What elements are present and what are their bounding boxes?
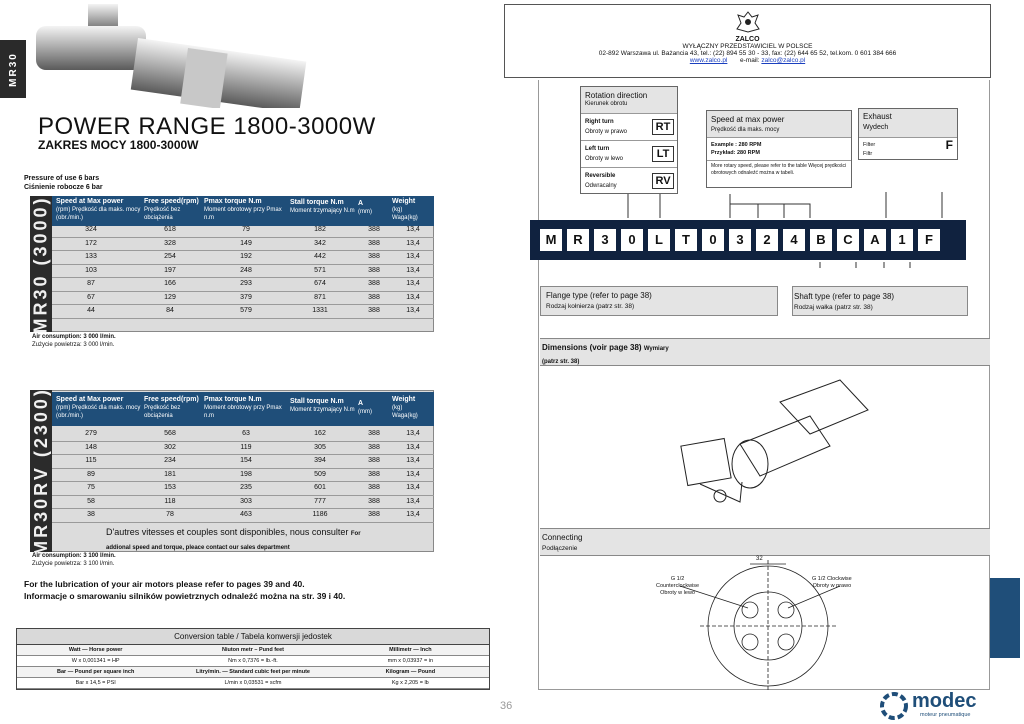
table-cell: 601 bbox=[314, 484, 326, 491]
code-char: 3 bbox=[729, 229, 751, 251]
table-cell: 388 bbox=[368, 307, 380, 314]
motor-photo bbox=[28, 4, 308, 108]
table-cell: 388 bbox=[368, 457, 380, 464]
table-cell: 324 bbox=[85, 226, 97, 233]
table-cell: 13,4 bbox=[406, 239, 420, 247]
table-label: MR30 (3000) bbox=[30, 194, 51, 334]
table-label: MR30RV (2300) bbox=[30, 386, 51, 556]
table-cell: 293 bbox=[240, 280, 252, 287]
shaft-type: Shaft type (refer to page 38) Rodzaj wałka (patrz str. 38) bbox=[792, 286, 968, 316]
table1-rows bbox=[52, 224, 434, 319]
table-cell: 388 bbox=[368, 280, 380, 287]
code-char: L bbox=[648, 229, 670, 251]
distributor-header: ZALCO WYŁĄCZNY PRZEDSTAWICIEL W POLSCE 02-892 Warszawa ul. Bażancia 43, tel.: (22) 894 55 30 - 33, fax: (22) 644 65 52, tel.kom. 0 601 384 666 www.zalco.pl e-mail: zalco@zalco.pl bbox=[504, 4, 991, 78]
table-cell: 13,4 bbox=[406, 457, 420, 464]
table-cell: 1331 bbox=[312, 307, 328, 314]
table-cell: 58 bbox=[87, 497, 95, 505]
table-header: Speed at Max power (rpm) Prędkość dla maks. mocy (obr./min.) Free speed(rpm) Prędkość bez obciążenia Pmax torque N.m Moment obrotowy przy Pmax n.m Stall torque N.m Moment trzymający N.m A (mm) Weight (kg) Waga(kg) bbox=[52, 196, 434, 226]
table-row bbox=[52, 224, 434, 238]
table-cell: 103 bbox=[85, 266, 97, 274]
table-row bbox=[52, 251, 434, 265]
distributor-name: ZALCO bbox=[735, 36, 760, 43]
table-cell: 388 bbox=[368, 430, 380, 437]
table-cell: 388 bbox=[368, 470, 380, 478]
table-cell: 379 bbox=[240, 293, 252, 301]
dimensions-header: Dimensions (voir page 38) Wymiary (patrz str. 38) bbox=[540, 338, 990, 366]
table-cell: 388 bbox=[368, 226, 380, 233]
table-cell: 279 bbox=[85, 430, 97, 437]
table-row bbox=[52, 428, 434, 442]
table-row bbox=[52, 482, 434, 496]
table-cell: 13,4 bbox=[406, 226, 420, 233]
table-cell: 166 bbox=[164, 280, 176, 287]
table-cell: 568 bbox=[164, 430, 176, 437]
table-cell: 234 bbox=[164, 457, 176, 464]
table-cell: 13,4 bbox=[406, 497, 420, 505]
table-cell: 388 bbox=[368, 253, 380, 260]
table-cell: 172 bbox=[85, 239, 97, 247]
table-cell: 87 bbox=[87, 280, 95, 287]
table-cell: 13,4 bbox=[406, 253, 420, 260]
table-cell: 13,4 bbox=[406, 470, 420, 478]
modec-logo-icon bbox=[880, 692, 908, 720]
code-char: F bbox=[918, 229, 940, 251]
table-cell: 388 bbox=[368, 266, 380, 274]
table-cell: 571 bbox=[314, 266, 326, 274]
table-cell: 388 bbox=[368, 239, 380, 247]
table-cell: 388 bbox=[368, 511, 380, 518]
rotation-box: Rotation direction Kierunek obrotu Right turn Obroty w prawo RT Left turn Obroty w lewo LT Reversible Odwracalny RV bbox=[580, 86, 678, 194]
table-cell: 13,4 bbox=[406, 307, 420, 314]
table-row: Bar x 14,5 = PSI L/min x 0,03531 = scfm Kg x 2,205 = lb bbox=[17, 678, 489, 689]
table-cell: 305 bbox=[314, 443, 326, 451]
table-row bbox=[52, 305, 434, 319]
connecting-header: Connecting Podłączenie bbox=[540, 528, 990, 556]
table-row bbox=[52, 278, 434, 292]
code-char: T bbox=[675, 229, 697, 251]
table-cell: 13,4 bbox=[406, 280, 420, 287]
table-row bbox=[52, 442, 434, 456]
table-cell: 78 bbox=[166, 511, 174, 518]
port-left-label: G 1/2 Counterclockwise Obroty w lewo bbox=[656, 576, 700, 596]
code-char: B bbox=[810, 229, 832, 251]
brand-tagline: moteur pneumatique bbox=[920, 712, 971, 718]
air-consumption-1: Air consumption: 3 000 l/min. Zużycie powietrza: 3 000 l/min. bbox=[32, 334, 116, 348]
table-cell: 63 bbox=[242, 430, 250, 437]
table-cell: 13,4 bbox=[406, 511, 420, 518]
table-cell: 44 bbox=[87, 307, 95, 314]
table-cell: 328 bbox=[164, 239, 176, 247]
code-char: C bbox=[837, 229, 859, 251]
table-cell: 181 bbox=[164, 470, 176, 478]
page-title: POWER RANGE 1800-3000W bbox=[38, 113, 376, 140]
table-cell: 388 bbox=[368, 443, 380, 451]
table-row bbox=[52, 509, 434, 523]
motor-drawing bbox=[680, 372, 880, 522]
code-char: A bbox=[864, 229, 886, 251]
table-cell: 38 bbox=[87, 511, 95, 518]
conversion-title: Conversion table / Tabela konwersji jedostek bbox=[17, 629, 489, 645]
speed-box: Speed at max power Prędkość dla maks. mocy Example : 280 RPM Przykład: 280 RPM More rotary speed, please refer to the table Więcej prędkości obrotowych odnaleźć można w tabeli. bbox=[706, 110, 852, 188]
rotation-right: Right turn Obroty w prawo RT bbox=[581, 113, 677, 140]
table-cell: 13,4 bbox=[406, 443, 420, 451]
table-row bbox=[52, 265, 434, 279]
rotation-reversible: Reversible Odwracalny RV bbox=[581, 167, 677, 194]
table-row bbox=[52, 455, 434, 469]
code-char: 0 bbox=[702, 229, 724, 251]
table-cell: 148 bbox=[85, 443, 97, 451]
table-cell: 197 bbox=[164, 266, 176, 274]
table-cell: 248 bbox=[240, 266, 252, 274]
conversion-table bbox=[16, 628, 490, 690]
table-cell: 388 bbox=[368, 293, 380, 301]
table-cell: 303 bbox=[240, 497, 252, 505]
table-cell: 182 bbox=[314, 226, 326, 233]
table-cell: 89 bbox=[87, 470, 95, 478]
code-char: 1 bbox=[891, 229, 913, 251]
dim-32: 32 bbox=[756, 556, 763, 562]
code-char: R bbox=[567, 229, 589, 251]
table-cell: 235 bbox=[240, 484, 252, 491]
table-row bbox=[52, 496, 434, 510]
crest-icon bbox=[734, 11, 762, 33]
table-cell: 129 bbox=[164, 293, 176, 301]
table-cell: 509 bbox=[314, 470, 326, 478]
table-row: W x 0,001341 = HP Nm x 0,7376 = lb.-ft. mm x 0,03937 = in bbox=[17, 656, 489, 667]
table-row: Watt — Horse power Niuton metr – Pund feet Millimetr — Inch bbox=[17, 645, 489, 656]
table-cell: 153 bbox=[164, 484, 176, 491]
pressure-note: Pressure of use 6 bars Ciśnienie robocze 6 bar bbox=[24, 175, 103, 191]
side-tab: MR30 bbox=[0, 40, 26, 98]
table-cell: 13,4 bbox=[406, 484, 420, 491]
table-cell: 192 bbox=[240, 253, 252, 260]
port-right-label: G 1/2 Clockwise Obroty w prawo bbox=[812, 576, 852, 589]
table-cell: 442 bbox=[314, 253, 326, 260]
table-cell: 674 bbox=[314, 280, 326, 287]
table-cell: 388 bbox=[368, 497, 380, 505]
table-row bbox=[52, 469, 434, 483]
table-cell: 342 bbox=[314, 239, 326, 247]
table-cell: 302 bbox=[164, 443, 176, 451]
table-row bbox=[52, 292, 434, 306]
code-char: 4 bbox=[783, 229, 805, 251]
brand-logo bbox=[880, 690, 1020, 722]
table-row: Bar — Pound per square inch Litry/min. — Standard cubic feet per minute Kilogram — Pound bbox=[17, 667, 489, 678]
table2-note: D'autres vitesses et couples sont disponibles, nous consulter For addional speed and torque, pleace contact our sales department bbox=[106, 527, 361, 551]
table-cell: 133 bbox=[85, 253, 97, 260]
table-cell: 618 bbox=[164, 226, 176, 233]
table-cell: 119 bbox=[240, 443, 252, 451]
exhaust-box: Exhaust Wydech Filter Filtr F bbox=[858, 108, 958, 160]
table-cell: 149 bbox=[240, 239, 252, 247]
table-cell: 254 bbox=[164, 253, 176, 260]
website-link[interactable]: www.zalco.pl bbox=[689, 57, 728, 64]
distributor-address: 02-892 Warszawa ul. Bażancia 43, tel.: (22) 894 55 30 - 33, fax: (22) 644 65 52, tel.kom. 0 601 384 666 bbox=[598, 50, 897, 57]
lubrication-note: For the lubrication of your air motors please refer to pages 39 and 40. Informacje o smarowaniu silników powietrznych odnaleźć można na str. 39 i 40. bbox=[24, 579, 346, 601]
table-header: Speed at Max power (rpm) Prędkość dla maks. mocy (obr./min.) Free speed(rpm) Prędkość bez obciążenia Pmax torque N.m Moment obrotowy przy Pmax n.m Stall torque N.m Moment trzymający N.m A (mm) Weight (kg) Waga(kg) bbox=[52, 392, 434, 426]
table-cell: 115 bbox=[85, 457, 97, 464]
table-cell: 463 bbox=[240, 511, 252, 518]
edge-thumbnail bbox=[990, 578, 1020, 658]
page-number: 36 bbox=[500, 700, 513, 712]
table-cell: 777 bbox=[314, 497, 326, 505]
table-cell: 79 bbox=[242, 226, 250, 233]
distributor-line: WYŁĄCZNY PRZEDSTAWICIEL W POLSCE bbox=[682, 43, 813, 50]
table-cell: 198 bbox=[240, 470, 252, 478]
table-cell: 13,4 bbox=[406, 293, 420, 301]
table-cell: 871 bbox=[314, 293, 326, 301]
table-cell: 394 bbox=[314, 457, 326, 464]
table-cell: 162 bbox=[314, 430, 326, 437]
rotation-left: Left turn Obroty w lewo LT bbox=[581, 140, 677, 167]
table-cell: 118 bbox=[164, 497, 176, 505]
flange-type: Flange type (refer to page 38) Rodzaj kołnierza (patrz str. 38) bbox=[540, 286, 778, 316]
table-cell: 13,4 bbox=[406, 430, 420, 437]
table-cell: 67 bbox=[87, 293, 95, 301]
table-cell: 84 bbox=[166, 307, 174, 314]
code-char: 3 bbox=[594, 229, 616, 251]
email-link[interactable]: zalco@zalco.pl bbox=[761, 57, 806, 64]
table-cell: 13,4 bbox=[406, 266, 420, 274]
code-char: M bbox=[540, 229, 562, 251]
table-cell: 579 bbox=[240, 307, 252, 314]
code-char: 0 bbox=[621, 229, 643, 251]
model-code-bar bbox=[530, 220, 966, 260]
table-row bbox=[52, 238, 434, 252]
air-consumption-2: Air consumption: 3 100 l/min. Zużycie powietrza: 3 100 l/min. bbox=[32, 553, 116, 567]
page-subtitle: ZAKRES MOCY 1800-3000W bbox=[38, 138, 199, 152]
table-cell: 1186 bbox=[312, 511, 328, 518]
code-char: 2 bbox=[756, 229, 778, 251]
table-cell: 75 bbox=[87, 484, 95, 491]
table2-rows bbox=[52, 428, 434, 523]
table-cell: 154 bbox=[240, 457, 252, 464]
brand-name: modec bbox=[912, 690, 977, 712]
table-cell: 388 bbox=[368, 484, 380, 491]
